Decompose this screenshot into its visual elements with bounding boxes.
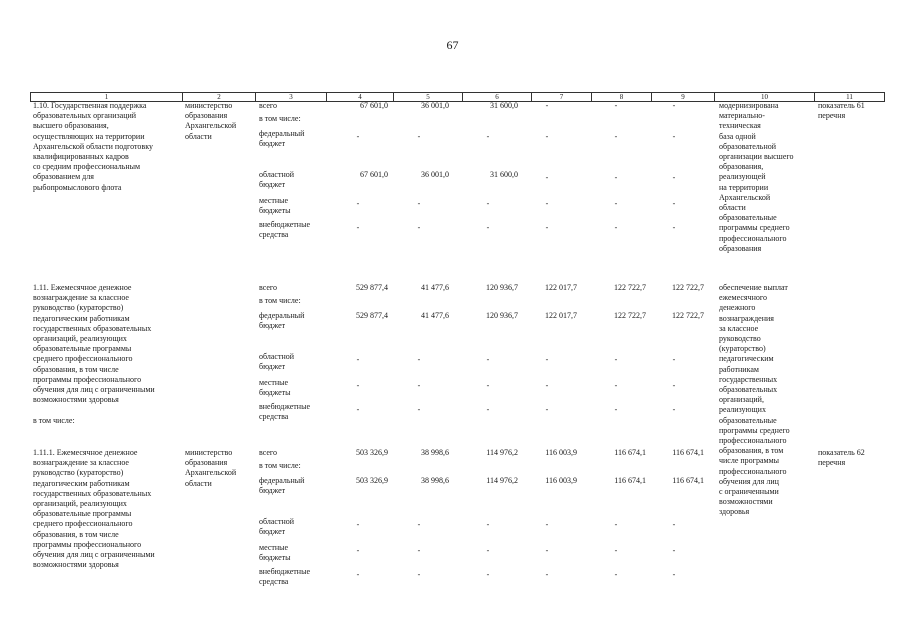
activity-name-line: среднего профессионального	[33, 519, 133, 529]
value-year-2023: -	[545, 199, 549, 208]
funding-source-label: в том числе:	[259, 296, 301, 305]
activity-name-line: организаций, реализующих	[33, 499, 127, 508]
value-total: 67 601,0	[360, 101, 388, 110]
activity-name-line: образования, в том числе	[33, 364, 119, 374]
expected-result-line: (кураторство)	[719, 344, 766, 354]
funding-source-label: федеральный	[259, 129, 305, 138]
activity-name-line: государственных образовательных	[33, 323, 152, 333]
value-year-2021: -	[417, 570, 421, 579]
value-year-2025: -	[672, 199, 676, 208]
expected-result-line: образования, в том	[719, 446, 784, 456]
value-year-2024: -	[614, 355, 618, 364]
value-year-2022: -	[486, 355, 490, 364]
funding-source-label: областной	[259, 517, 295, 526]
value-year-2022: 114 976,2	[486, 448, 518, 457]
activity-name-line: педагогическим работникам	[33, 313, 130, 323]
funding-source-label: федеральный	[259, 476, 305, 485]
value-year-2021: 36 001,0	[421, 101, 449, 110]
value-year-2025: 122 722,7	[672, 311, 704, 320]
activity-name-line: программы профессионального	[33, 374, 142, 384]
value-year-2024: -	[614, 199, 618, 208]
activity-name-line: возможностями здоровья	[33, 560, 119, 570]
activity-name-line: вознаграждение за классное	[33, 293, 129, 303]
value-year-2021: -	[417, 223, 421, 232]
value-year-2025: -	[672, 381, 676, 390]
executor-line: образования	[185, 458, 228, 468]
value-year-2022: 31 600,0	[490, 101, 518, 110]
funding-source-label: федеральный	[259, 311, 305, 320]
value-year-2021: 41 477,6	[421, 283, 449, 292]
value-year-2024: -	[614, 381, 618, 390]
value-year-2025: -	[672, 570, 676, 579]
funding-source-label: всего	[259, 101, 278, 110]
value-year-2021: -	[417, 381, 421, 390]
funding-source-label: в том числе:	[259, 461, 301, 470]
value-year-2025: 116 674,1	[672, 476, 704, 485]
executor-line: области	[185, 478, 212, 488]
column-header: 5	[394, 93, 463, 102]
value-year-2021: -	[417, 520, 421, 529]
value-year-2022: -	[486, 223, 490, 232]
activity-name-line: обучения для лиц с ограниченными	[33, 550, 155, 559]
page-number: 67	[446, 38, 459, 52]
expected-result-line: обеспечение выплат	[719, 283, 788, 292]
value-year-2022: -	[486, 405, 490, 414]
value-year-2025: -	[672, 173, 676, 182]
expected-result-line: профессионального	[719, 436, 787, 445]
value-total: -	[356, 405, 360, 414]
expected-result-line: техническая	[719, 121, 761, 131]
value-year-2021: -	[417, 405, 421, 414]
value-year-2023: -	[545, 101, 549, 110]
activity-name-line: высшего образования,	[33, 121, 109, 131]
value-total: 529 877,4	[356, 311, 388, 320]
value-year-2024: -	[614, 570, 618, 579]
value-year-2024: -	[614, 546, 618, 555]
expected-result-line: педагогическим	[719, 354, 774, 364]
expected-result-line: материально-	[719, 111, 765, 121]
value-year-2021: -	[417, 355, 421, 364]
funding-source-label: всего	[259, 448, 278, 457]
executor-line: министерство	[185, 101, 233, 110]
value-year-2023: -	[545, 173, 549, 182]
value-year-2025: -	[672, 405, 676, 414]
value-year-2024: -	[614, 132, 618, 141]
value-total: -	[356, 132, 360, 141]
value-total: -	[356, 546, 360, 555]
activity-name-line: 1.11.1. Ежемесячное денежное	[33, 448, 138, 457]
value-year-2023: -	[545, 381, 549, 390]
funding-source-label: внебюджетные	[259, 567, 310, 576]
funding-source-label: средства	[259, 577, 289, 587]
value-total: 503 326,9	[356, 448, 388, 457]
value-year-2022: 120 936,7	[486, 283, 518, 292]
expected-result-line: образовательные	[719, 415, 777, 425]
funding-source-label: средства	[259, 230, 289, 240]
expected-result-line: база одной	[719, 131, 756, 141]
value-year-2022: 114 976,2	[486, 476, 518, 485]
value-year-2025: -	[672, 223, 676, 232]
expected-result-line: организаций,	[719, 395, 764, 405]
activity-name-line: в том числе:	[33, 415, 75, 425]
value-total: -	[356, 199, 360, 208]
column-header: 4	[327, 93, 394, 102]
column-header: 8	[592, 93, 652, 102]
funding-source-label: бюджет	[259, 321, 286, 331]
value-year-2021: -	[417, 132, 421, 141]
activity-name-line: со средним профессиональным	[33, 162, 141, 172]
column-header: 10	[715, 93, 815, 102]
indicator-line: показатель 61	[818, 101, 865, 110]
value-year-2021: 38 998,6	[421, 448, 449, 457]
funding-source-label: областной	[259, 352, 295, 361]
value-year-2023: -	[545, 520, 549, 529]
activity-name-line: образования, в том числе	[33, 529, 119, 539]
column-header: 11	[815, 93, 885, 102]
activity-name-line: среднего профессионального	[33, 354, 133, 364]
executor-line: Архангельской	[185, 121, 237, 131]
value-year-2023: 116 003,9	[545, 476, 577, 485]
activity-name-line: руководство (кураторство)	[33, 468, 124, 478]
value-year-2024: -	[614, 405, 618, 414]
expected-result-line: программы среднего	[719, 425, 790, 435]
expected-result-line: за классное	[719, 323, 759, 333]
value-year-2025: -	[672, 101, 676, 110]
funding-source-label: в том числе:	[259, 114, 301, 123]
value-year-2023: 122 017,7	[545, 311, 577, 320]
table-body	[30, 101, 884, 621]
value-year-2021: 38 998,6	[421, 476, 449, 485]
expected-result-line: организации высшего	[719, 152, 794, 161]
executor-line: области	[185, 131, 212, 141]
funding-source-label: местные	[259, 196, 289, 205]
value-year-2022: 31 600,0	[490, 170, 518, 179]
value-year-2024: -	[614, 101, 618, 110]
funding-source-label: внебюджетные	[259, 402, 310, 411]
activity-name-line: Архангельской области подготовку	[33, 141, 153, 151]
activity-name-line: 1.11. Ежемесячное денежное	[33, 283, 132, 292]
value-year-2024: 122 722,7	[614, 311, 646, 320]
funding-source-label: всего	[259, 283, 278, 292]
value-year-2021: 36 001,0	[421, 170, 449, 179]
expected-result-line: здоровья	[719, 507, 750, 517]
value-total: 529 877,4	[356, 283, 388, 292]
value-year-2025: 116 674,1	[672, 448, 704, 457]
value-year-2023: -	[545, 355, 549, 364]
indicator-line: показатель 62	[818, 448, 865, 457]
column-header: 3	[256, 93, 327, 102]
indicator-line: перечня	[818, 458, 846, 468]
funding-source-label: бюджет	[259, 139, 286, 149]
expected-result-line: образовательной	[719, 141, 776, 151]
activity-name-line: программы профессионального	[33, 539, 142, 549]
expected-result-line: образовательных	[719, 385, 778, 394]
value-year-2024: -	[614, 173, 618, 182]
column-header: 6	[463, 93, 532, 102]
activity-name-line: рыбопромыслового флота	[33, 182, 122, 192]
funding-source-label: бюджеты	[259, 206, 291, 216]
expected-result-line: работникам	[719, 364, 759, 374]
value-total: -	[356, 570, 360, 579]
value-year-2024: 116 674,1	[614, 448, 646, 457]
expected-result-line: ежемесячного	[719, 293, 767, 303]
column-header: 7	[532, 93, 592, 102]
value-year-2022: 120 936,7	[486, 311, 518, 320]
activity-name-line: образовательные программы	[33, 344, 132, 354]
funding-source-label: бюджет	[259, 180, 286, 190]
column-header: 2	[183, 93, 256, 102]
expected-result-line: образования,	[719, 162, 764, 172]
funding-source-label: областной	[259, 170, 295, 179]
expected-result-line: профессионального	[719, 466, 787, 476]
value-year-2025: -	[672, 132, 676, 141]
expected-result-line: реализующих	[719, 405, 766, 415]
expected-result-line: числе программы	[719, 456, 780, 466]
funding-source-label: местные	[259, 543, 289, 552]
indicator-line: перечня	[818, 111, 846, 121]
value-year-2025: -	[672, 355, 676, 364]
value-total: -	[356, 381, 360, 390]
value-year-2023: 122 017,7	[545, 283, 577, 292]
value-year-2022: -	[486, 132, 490, 141]
column-header: 1	[31, 93, 183, 102]
value-year-2022: -	[486, 199, 490, 208]
activity-name-line: образованием для	[33, 172, 94, 182]
expected-result-line: образования	[719, 243, 762, 253]
expected-result-line: на территории	[719, 182, 769, 192]
value-year-2022: -	[486, 546, 490, 555]
value-total: 67 601,0	[360, 170, 388, 179]
activity-name-line: руководство (кураторство)	[33, 303, 124, 313]
value-year-2025: -	[672, 546, 676, 555]
value-year-2022: -	[486, 520, 490, 529]
value-year-2022: -	[486, 570, 490, 579]
activity-name-line: осуществляющих на территории	[33, 131, 145, 141]
activity-name-line: вознаграждение за классное	[33, 458, 129, 468]
value-year-2025: -	[672, 520, 676, 529]
executor-line: Архангельской	[185, 468, 237, 478]
value-year-2022: -	[486, 381, 490, 390]
activity-name-line: образовательных организаций	[33, 111, 137, 121]
funding-source-label: бюджет	[259, 527, 286, 537]
value-year-2021: -	[417, 199, 421, 208]
expected-result-line: образовательные	[719, 213, 777, 223]
expected-result-line: возможностями	[719, 497, 773, 507]
value-year-2025: 122 722,7	[672, 283, 704, 292]
executor-line: образования	[185, 111, 228, 121]
value-total: 503 326,9	[356, 476, 388, 485]
expected-result-line: обучения для лиц	[719, 476, 779, 486]
expected-result-line: программы среднего	[719, 223, 790, 233]
activity-name-line: организаций, реализующих	[33, 334, 127, 343]
value-year-2023: 116 003,9	[545, 448, 577, 457]
value-total: -	[356, 223, 360, 232]
value-year-2024: 116 674,1	[614, 476, 646, 485]
value-year-2023: -	[545, 546, 549, 555]
expected-result-line: руководство	[719, 334, 761, 343]
expected-result-line: с ограниченными	[719, 487, 779, 496]
expected-result-line: модернизирована	[719, 101, 779, 110]
value-year-2023: -	[545, 405, 549, 414]
funding-source-label: бюджеты	[259, 553, 291, 563]
funding-source-label: средства	[259, 412, 289, 422]
value-year-2024: 122 722,7	[614, 283, 646, 292]
expected-result-line: государственных	[719, 374, 778, 384]
funding-source-label: местные	[259, 378, 289, 387]
funding-source-label: бюджеты	[259, 388, 291, 398]
value-year-2021: -	[417, 546, 421, 555]
value-year-2024: -	[614, 520, 618, 529]
column-header: 9	[652, 93, 715, 102]
activity-name-line: образовательные программы	[33, 509, 132, 519]
value-total: -	[356, 355, 360, 364]
funding-source-label: бюджет	[259, 362, 286, 372]
value-year-2023: -	[545, 223, 549, 232]
activity-name-line: квалифицированных кадров	[33, 152, 129, 161]
expected-result-line: профессионального	[719, 233, 787, 243]
activity-name-line: педагогическим работникам	[33, 478, 130, 488]
expected-result-line: вознаграждения	[719, 313, 774, 323]
executor-line: министерство	[185, 448, 233, 457]
value-year-2023: -	[545, 132, 549, 141]
funding-source-label: бюджет	[259, 486, 286, 496]
expected-result-line: реализующей	[719, 172, 766, 182]
activity-name-line: 1.10. Государственная поддержка	[33, 101, 147, 110]
activity-name-line: государственных образовательных	[33, 488, 152, 498]
value-total: -	[356, 520, 360, 529]
expected-result-line: Архангельской	[719, 192, 771, 202]
funding-source-label: внебюджетные	[259, 220, 310, 229]
value-year-2023: -	[545, 570, 549, 579]
activity-name-line: обучения для лиц с ограниченными	[33, 385, 155, 394]
value-year-2024: -	[614, 223, 618, 232]
expected-result-line: области	[719, 203, 746, 212]
activity-name-line: возможностями здоровья	[33, 395, 119, 405]
value-year-2021: 41 477,6	[421, 311, 449, 320]
expected-result-line: денежного	[719, 303, 756, 313]
